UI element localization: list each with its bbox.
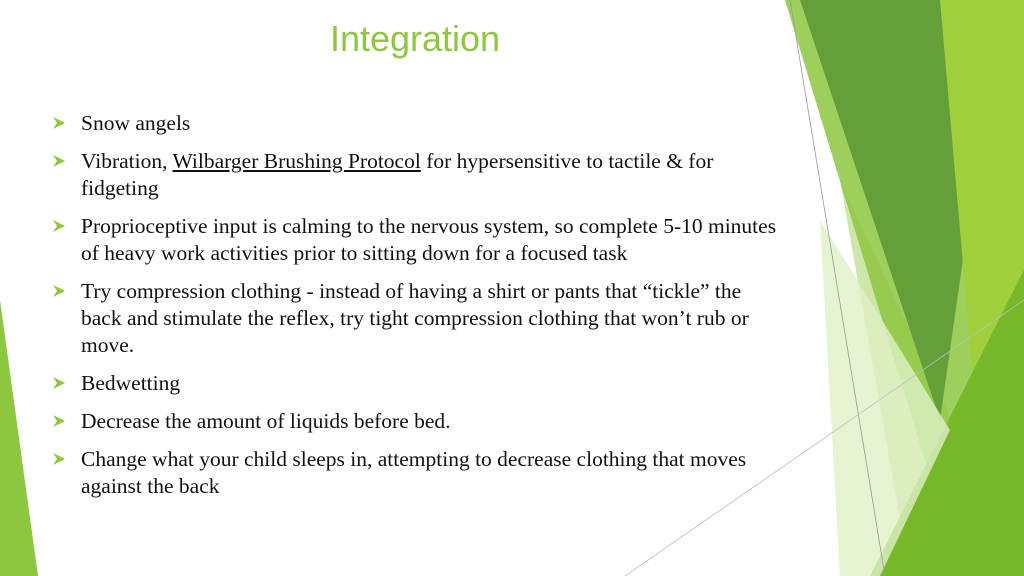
list-item bbox=[52, 408, 782, 435]
slide-title: Integration bbox=[329, 18, 501, 59]
list-item bbox=[52, 110, 782, 137]
wilbarger-protocol-link[interactable]: Wilbarger Brushing Protocol bbox=[172, 149, 421, 173]
arrowhead-icon bbox=[52, 219, 66, 233]
arrowhead-icon bbox=[52, 154, 66, 168]
bullet-list bbox=[52, 110, 782, 511]
list-item bbox=[52, 148, 782, 202]
list-item bbox=[52, 370, 782, 397]
left-green-sliver bbox=[0, 300, 38, 576]
list-item bbox=[52, 213, 782, 267]
bullet-text: Decrease the amount of liquids before bed. bbox=[81, 409, 451, 433]
arrowhead-icon bbox=[52, 284, 66, 298]
list-item bbox=[52, 278, 782, 359]
bullet-text: Change what your child sleeps in, attempting to decrease clothing that moves against the back bbox=[81, 447, 747, 498]
bullet-text-prefix: Vibration, bbox=[81, 149, 173, 173]
list-item bbox=[52, 446, 782, 500]
arrowhead-icon bbox=[52, 116, 66, 130]
bullet-text: Proprioceptive input is calming to the nervous system, so complete 5-10 minutes of heavy work activities prior to sitting down for a focused task bbox=[81, 214, 777, 265]
arrowhead-icon bbox=[52, 376, 66, 390]
arrowhead-icon bbox=[52, 414, 66, 428]
arrowhead-icon bbox=[52, 452, 66, 466]
bullet-text: Try compression clothing - instead of having a shirt or pants that “tickle” the back and stimulate the reflex, try tight compression clothing that won’t rub or move. bbox=[81, 279, 749, 357]
bullet-text: Bedwetting bbox=[81, 371, 181, 395]
bullet-text: Snow angels bbox=[81, 111, 191, 135]
bullet-text-suffix: for hypersensitive to tactile & for fidgeting bbox=[81, 149, 714, 200]
